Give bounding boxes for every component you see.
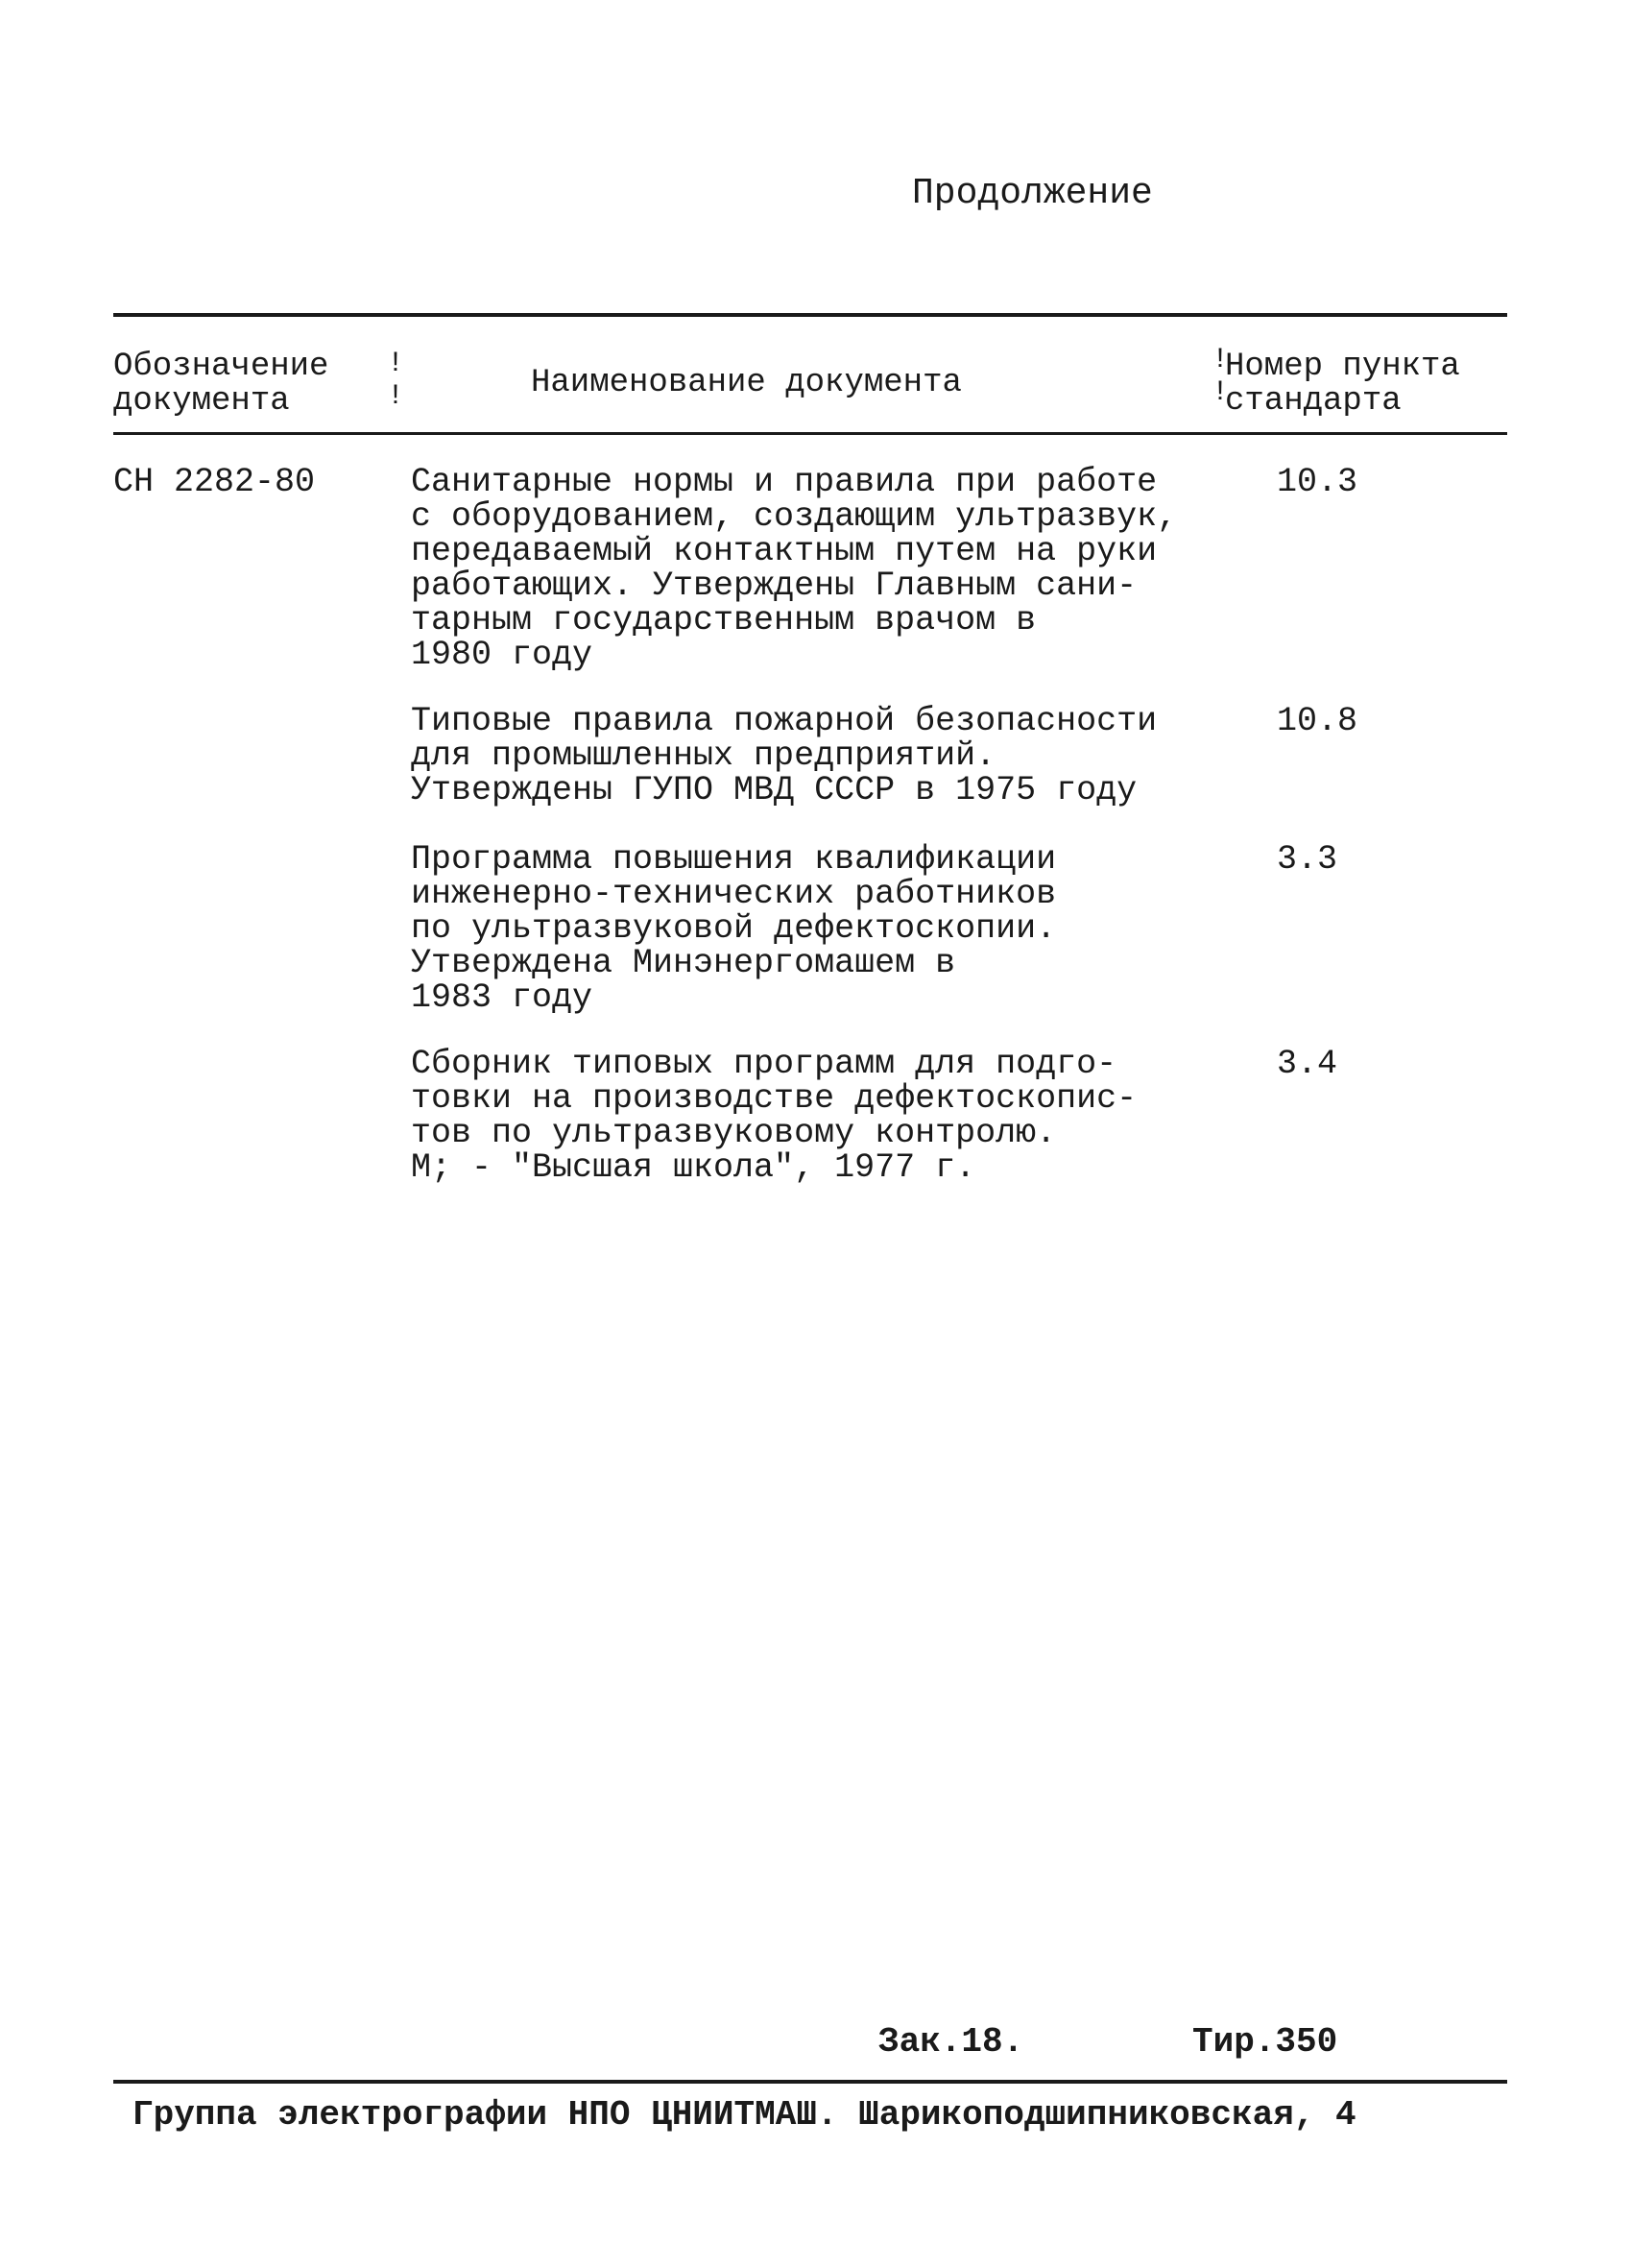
row-document-name: Типовые правила пожарной безопасности для промышленных предприятий. Утверждены ГУПО МВД СССР в 1975 году bbox=[411, 702, 1158, 809]
footer-rule bbox=[113, 2080, 1507, 2084]
imprint: Группа электрографии НПО ЦНИИТМАШ. Шарикоподшипниковская, 4 bbox=[132, 2095, 1356, 2135]
table-header-rule bbox=[113, 432, 1507, 435]
header-designation: Обозначение документа bbox=[113, 349, 329, 420]
row-document-name: Программа повышения квалификации инженерно-технических работников по ультразвуковой дефектоскопии. Утверждена Минэнергомашем в 1983 году bbox=[411, 840, 1057, 1017]
header-separator: ! ! bbox=[1212, 344, 1230, 409]
row-document-name: Санитарные нормы и правила при работе с оборудованием, создающим ультразвук, передаваемый контактным путем на руки работающих. Утверждены Главным сани- тарным государственным врачом в 1980 году bbox=[411, 463, 1178, 674]
order-number: Зак.18. bbox=[878, 2022, 1024, 2062]
header-document-name: Наименование документа bbox=[531, 365, 962, 401]
header-separator: ! ! bbox=[387, 348, 405, 413]
row-clause-number: 10.8 bbox=[1277, 702, 1358, 740]
continuation-label: Продолжение bbox=[912, 173, 1153, 214]
table-top-rule bbox=[113, 313, 1507, 317]
row-clause-number: 10.3 bbox=[1277, 463, 1358, 501]
row-document-name: Сборник типовых программ для подго- товки на производстве дефектоскопис- тов по ультразвуковому контролю. М; - "Высшая школа", 1977 г. bbox=[411, 1045, 1138, 1187]
header-clause-number: Номер пункта стандарта bbox=[1225, 349, 1460, 420]
row-clause-number: 3.4 bbox=[1277, 1045, 1338, 1083]
row-designation: СН 2282-80 bbox=[113, 463, 316, 501]
row-clause-number: 3.3 bbox=[1277, 840, 1338, 879]
print-run: Тир.350 bbox=[1192, 2022, 1338, 2062]
